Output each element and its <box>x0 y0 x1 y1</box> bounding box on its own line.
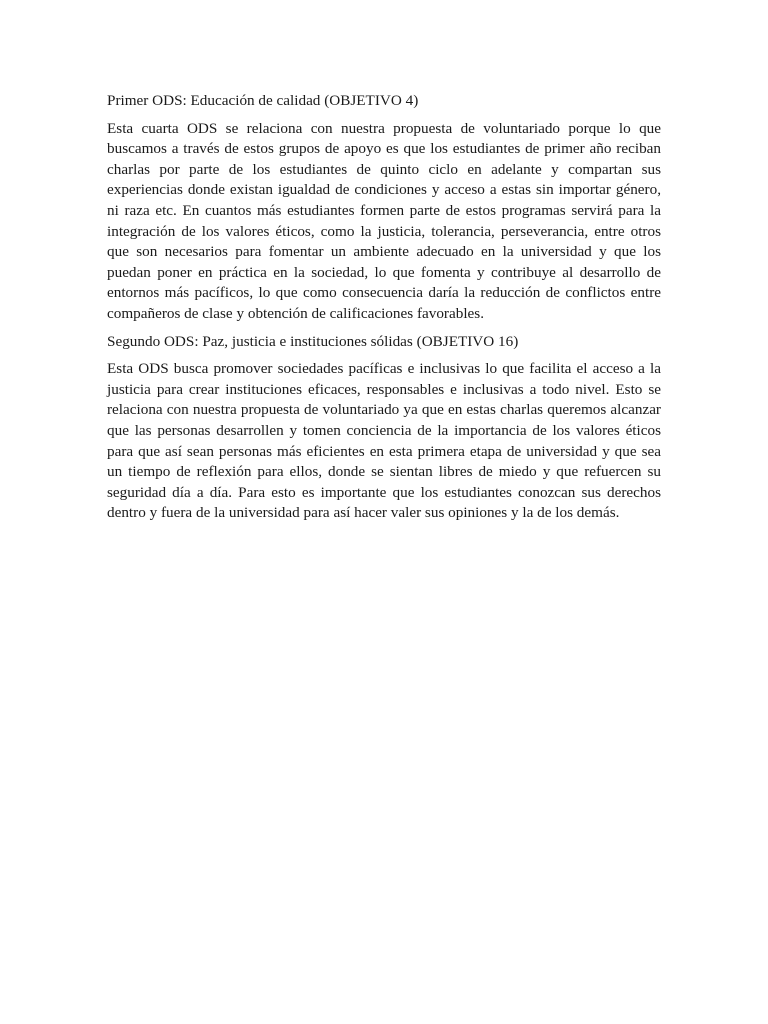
section-paragraph: Esta cuarta ODS se relaciona con nuestra propuesta de voluntariado porque lo que buscamos a través de estos grupos de apoyo es que los estudiantes de primer año reciban charlas por parte de los estudiantes de quinto ciclo en adelante y compartan sus experiencias donde existan igualdad de condiciones y acceso a estas sin importar género, ni raza etc. En cuantos más estudiantes formen parte de estos programas servirá para la integración de los valores éticos, como la justicia, tolerancia, perseverancia, entre otros que son necesarios para fomentar un ambiente adecuado en la universidad y que los puedan poner en práctica en la sociedad, lo que fomenta y contribuye al desarrollo de entornos más pacíficos, lo que como consecuencia daría la reducción de conflictos entre compañeros de clase y obtención de calificaciones favorables. <box>107 119 661 322</box>
section-ods-4 <box>107 91 661 325</box>
section-heading: Primer ODS: Educación de calidad (OBJETIVO 4) <box>107 92 419 109</box>
section-paragraph: Esta ODS busca promover sociedades pacíficas e inclusivas lo que facilita el acceso a la justicia para crear instituciones eficaces, responsables e inclusivas a todo nivel. Esto se relaciona con nuestra propuesta de voluntariado ya que en estas charlas queremos alcanzar que las personas desarrollen y tomen conciencia de la importancia de los valores éticos para que así sean personas más eficientes en esta primera etapa de universidad y que sea un tiempo de reflexión para ellos, donde se sientan libres de miedo y que refuercen su seguridad día a día. Para esto es importante que los estudiantes conozcan sus derechos dentro y fuera de la universidad para así hacer valer sus opiniones y la de los demás. <box>107 360 661 522</box>
section-ods-16 <box>107 332 661 524</box>
document-body <box>107 91 661 531</box>
section-heading: Segundo ODS: Paz, justicia e instituciones sólidas (OBJETIVO 16) <box>107 332 519 350</box>
